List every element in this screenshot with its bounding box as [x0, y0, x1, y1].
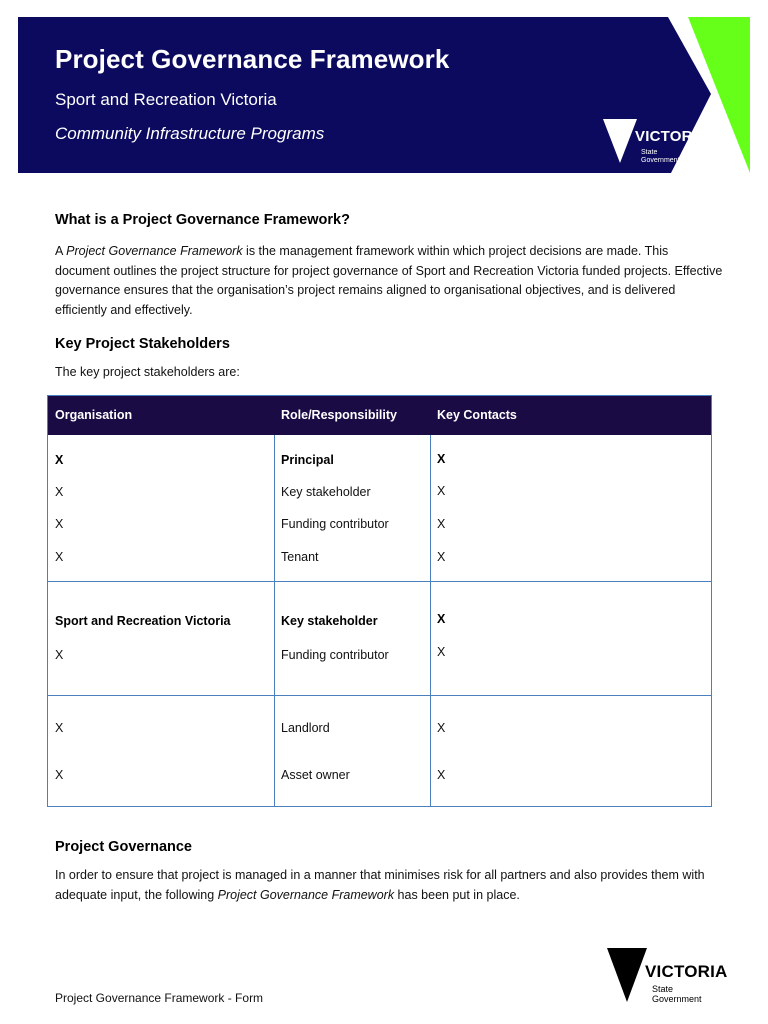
table-cell: Key stakeholder [281, 614, 378, 628]
footer-logo-wordmark: VICTORIA [645, 962, 728, 981]
table-cell: Funding contributor [281, 648, 389, 662]
table-column-divider [430, 435, 431, 806]
table-cell: X [437, 452, 446, 466]
table-cell: X [437, 645, 446, 659]
table-cell: X [55, 721, 64, 735]
table-cell: Principal [281, 453, 334, 467]
table-cell: X [437, 721, 446, 735]
victoria-v-icon [603, 119, 639, 167]
table-cell: Asset owner [281, 768, 350, 782]
table-group-divider [48, 581, 711, 582]
section-heading-governance: Project Governance [55, 839, 192, 855]
table-cell: Sport and Recreation Victoria [55, 614, 231, 628]
table-cell: X [55, 550, 64, 564]
victoria-v-icon [607, 948, 647, 1004]
column-header-organisation: Organisation [55, 408, 133, 422]
table-cell: X [437, 550, 446, 564]
section-paragraph-governance: In order to ensure that project is managed in a manner that minimises risk for all partners and also provides them with adequate input, the following Project Governance Framework has been put in place. [55, 868, 705, 902]
table-cell: Funding contributor [281, 517, 389, 531]
table-cell: Landlord [281, 721, 330, 735]
section-heading-what-is: What is a Project Governance Framework? [55, 212, 350, 228]
table-cell: X [55, 485, 64, 499]
table-cell: Tenant [281, 550, 319, 564]
section-heading-stakeholders: Key Project Stakeholders [55, 336, 230, 352]
victoria-government-logo [603, 117, 708, 165]
stakeholders-table [47, 395, 712, 807]
table-cell: X [437, 768, 446, 782]
document-subtitle: Sport and Recreation Victoria [55, 90, 277, 109]
table-cell: X [55, 648, 64, 662]
table-column-divider [274, 435, 275, 806]
table-cell: Key stakeholder [281, 485, 371, 499]
document-title: Project Governance Framework [55, 44, 450, 74]
footer-logo-subtext: State Government [652, 984, 702, 1004]
column-header-role: Role/Responsibility [281, 408, 397, 422]
column-header-contacts: Key Contacts [437, 408, 517, 422]
table-cell: X [437, 484, 446, 498]
table-cell: X [437, 517, 446, 531]
header-banner [18, 17, 750, 173]
logo-wordmark: VICTORIA [635, 128, 708, 145]
table-cell: X [437, 612, 446, 626]
table-group-divider [48, 695, 711, 696]
footer-victoria-logo [607, 948, 728, 1004]
section-paragraph-what-is: A Project Governance Framework is the management framework within which project decisions are made. This document outlines the project structure for project governance of Sport and Recreation Victoria funded projects. Effective governance ensures that the organisation’s project remains aligned to organisational objectives, and is delivered efficiently and effectively. [55, 244, 723, 317]
document-tagline: Community Infrastructure Programs [55, 124, 325, 143]
stakeholders-intro: The key project stakeholders are: [55, 365, 240, 379]
table-cell: X [55, 453, 64, 467]
footer-document-label: Project Governance Framework - Form [55, 991, 264, 1005]
table-cell: X [55, 768, 64, 782]
table-header-row [48, 396, 711, 435]
logo-subtext: State Government [641, 149, 680, 164]
table-cell: X [55, 517, 64, 531]
